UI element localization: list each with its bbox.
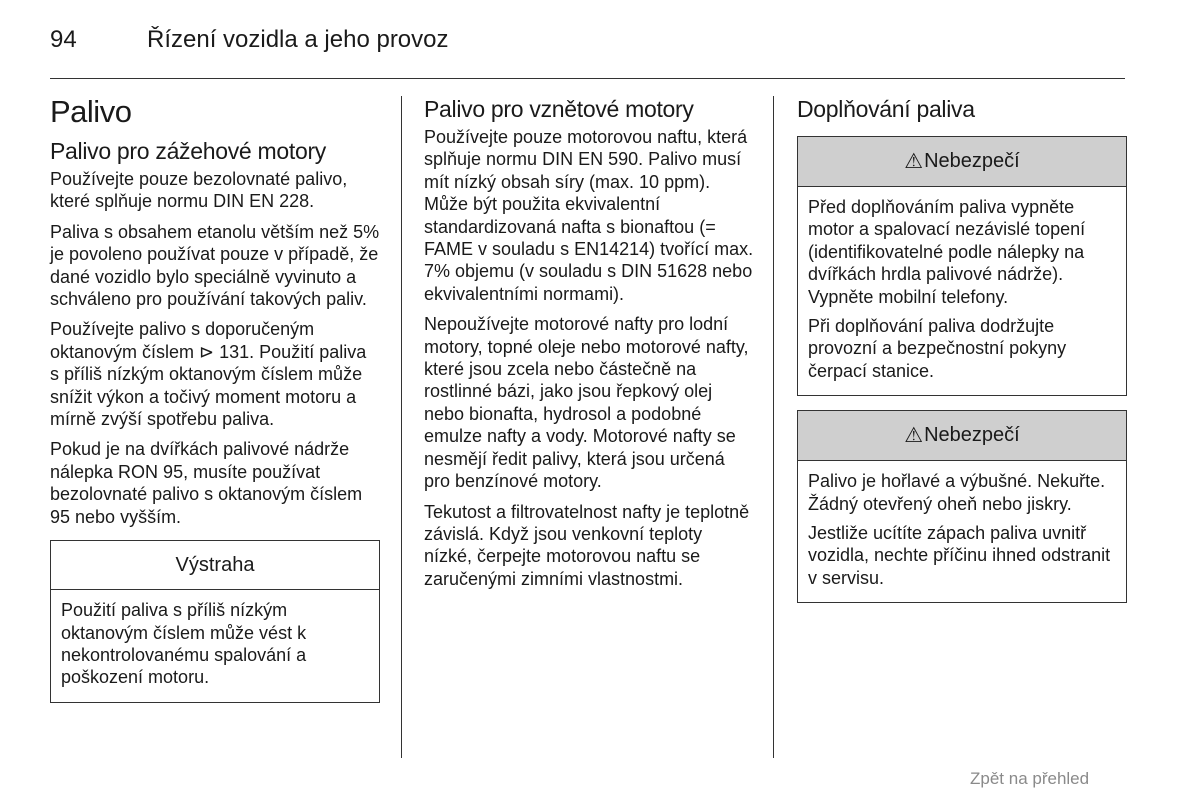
paragraph: Používejte pouze bezolovnaté palivo, které splňuje normu DIN EN 228. — [50, 169, 348, 212]
page-number: 94 — [50, 26, 77, 53]
paragraph: Paliva s obsahem etanolu větším než 5% je povoleno používat pouze v případě, že dané vozidlo bylo speciálně vyvinuto a schváleno pro používání takových paliv. — [50, 221, 380, 310]
danger-box — [797, 136, 1127, 396]
paragraph: Tekutost a filtrovatelnost nafty je teplotně závislá. Když jsou venkovní teploty nízké, čerpejte motorovou naftu se zaručenými zimními vlastnostmi. — [424, 501, 750, 589]
paragraph: Používejte palivo s doporučeným oktanovým číslem ⊳ 131. Použití paliva s příliš nízkým oktanovým číslem může snížit výkon a točivý moment motoru a mírně zvýší spotřebu paliva. — [50, 319, 367, 430]
warning-title: Výstraha — [51, 541, 379, 590]
danger-header — [798, 411, 1126, 461]
paragraph: Nepoužívejte motorové nafty pro lodní motory, topné oleje nebo motorové nafty, které jsou zcela nebo částečně na rostlinné bázi, jako jsou řepkový olej nebo bionafta, hydrosol a podobné emulze nafty a vody. Motorové nafty se nesmějí ředit palivy, která jsou určená pro benzínové motory. — [424, 314, 749, 492]
back-to-overview-link[interactable]: Zpět na přehled — [970, 769, 1090, 788]
danger-text: Před doplňováním paliva vypněte motor a spalovací nezávislé topení (identifikovatelné podle nálepky na dvířkách hrdla palivové nádrže). Vypněte mobilní telefony. — [808, 197, 1086, 307]
column-petrol — [50, 94, 380, 703]
warning-triangle-icon: ⚠ — [904, 424, 924, 448]
subsection-title: Palivo pro zážehové motory — [50, 138, 327, 164]
paragraph: Pokud je na dvířkách palivové nádrže nálepka RON 95, musíte používat bezolovnaté palivo s oktanovým číslem 95 nebo vyšším. — [50, 439, 363, 527]
danger-text: Při doplňování paliva dodržujte provozní a bezpečnostní pokyny čerpací stanice. — [808, 316, 1067, 381]
section-title: Doplňování paliva — [797, 96, 975, 122]
column-diesel — [424, 94, 754, 598]
column-refuelling — [797, 94, 1127, 603]
chapter-title: Řízení vozidla a jeho provoz — [147, 26, 449, 53]
danger-box — [797, 410, 1127, 603]
danger-title: Nebezpečí — [924, 150, 1020, 172]
paragraph: Používejte pouze motorovou naftu, která splňuje normu DIN EN 590. Palivo musí mít nízký obsah síry (max. 10 ppm). Může být použita ekvivalentní standardizovaná nafta s bionaftou (= FAME v souladu s EN14214) tvořící max. 7% objemu (v souladu s DIN 51628 nebo ekvivalentními normami). — [424, 127, 754, 304]
danger-text: Palivo je hořlavé a výbušné. Nekuřte. Žádný otevřený oheň nebo jiskry. — [808, 471, 1106, 514]
page-header — [50, 24, 1125, 79]
warning-text: Použití paliva s příliš nízkým oktanovým číslem může vést k nekontrolovanému spalování a poškození motoru. — [61, 600, 307, 688]
column-divider — [401, 96, 402, 758]
column-divider — [773, 96, 774, 758]
section-title: Palivo pro vznětové motory — [424, 96, 694, 122]
danger-header — [798, 137, 1126, 187]
danger-text: Jestliže ucítíte zápach paliva uvnitř vozidla, nechte příčinu ihned odstranit v servisu. — [808, 523, 1111, 588]
warning-box — [50, 540, 380, 703]
danger-title: Nebezpečí — [924, 424, 1020, 447]
warning-triangle-icon: ⚠ — [904, 150, 924, 173]
section-title: Palivo — [50, 94, 132, 129]
